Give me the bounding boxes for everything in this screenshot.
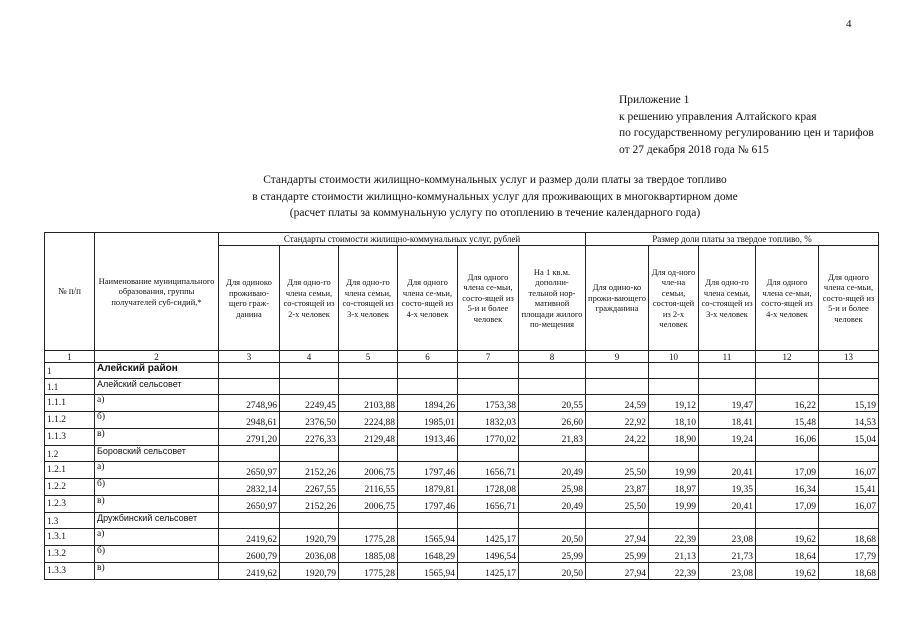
value-cell (819, 379, 879, 395)
value-cell: 23,08 (699, 529, 756, 546)
value-cell: 2600,79 (219, 546, 280, 563)
value-cell (398, 379, 458, 395)
value-cell: 16,07 (819, 462, 879, 479)
table-body (45, 351, 879, 580)
value-cell (649, 379, 699, 395)
value-cell: 18,68 (819, 563, 879, 580)
header-std-family-4: Для одного члена се-мьи, состо-ящей из 4-х человек (398, 246, 458, 351)
row-number: 1.3 (45, 513, 95, 529)
row-number: 1.2.1 (45, 462, 95, 479)
value-cell: 1648,29 (398, 546, 458, 563)
value-cell (219, 513, 280, 529)
header-share-family-2: Для од-ного чле-на семьи, состоя-щей из 2-х человек (649, 246, 699, 351)
column-number-row (45, 351, 879, 363)
value-cell: 20,50 (519, 563, 586, 580)
value-cell (458, 446, 519, 462)
value-cell: 2948,61 (219, 412, 280, 429)
header-share-family-4: Для одного члена се-мьи, состо-ящей из 4-х человек (756, 246, 819, 351)
header-group-share: Размер доли платы за твердое топливо, % (586, 233, 879, 246)
row-number: 1.1.3 (45, 429, 95, 446)
value-cell: 18,64 (756, 546, 819, 563)
value-cell: 2116,55 (339, 479, 398, 496)
value-cell (756, 379, 819, 395)
row-number: 1.2.3 (45, 496, 95, 513)
value-cell (649, 363, 699, 379)
section-name: Боровский сельсовет (95, 446, 219, 462)
value-cell (458, 363, 519, 379)
value-cell: 1913,46 (398, 429, 458, 446)
section-row (45, 379, 879, 395)
value-cell (649, 446, 699, 462)
column-number: 10 (649, 351, 699, 363)
row-label: б) (95, 546, 219, 563)
value-cell: 24,59 (586, 395, 649, 412)
value-cell: 17,09 (756, 462, 819, 479)
value-cell (699, 513, 756, 529)
value-cell (339, 363, 398, 379)
value-cell: 17,09 (756, 496, 819, 513)
value-cell: 25,98 (519, 479, 586, 496)
row-label: а) (95, 462, 219, 479)
row-label: б) (95, 412, 219, 429)
value-cell (339, 379, 398, 395)
column-number: 8 (519, 351, 586, 363)
value-cell: 1797,46 (398, 462, 458, 479)
value-cell: 25,99 (586, 546, 649, 563)
column-number: 4 (280, 351, 339, 363)
row-number: 1.1.1 (45, 395, 95, 412)
value-cell (219, 446, 280, 462)
value-cell: 19,99 (649, 462, 699, 479)
value-cell (398, 446, 458, 462)
value-cell (280, 363, 339, 379)
column-number: 12 (756, 351, 819, 363)
column-number: 6 (398, 351, 458, 363)
table-row (45, 395, 879, 412)
column-number: 7 (458, 351, 519, 363)
appendix-line: по государственному регулированию цен и тарифов (619, 127, 874, 139)
table-row (45, 496, 879, 513)
value-cell: 14,53 (819, 412, 879, 429)
value-cell: 25,50 (586, 462, 649, 479)
value-cell: 22,39 (649, 529, 699, 546)
value-cell: 2006,75 (339, 462, 398, 479)
value-cell (819, 363, 879, 379)
column-number: 2 (95, 351, 219, 363)
value-cell (339, 513, 398, 529)
section-row (45, 513, 879, 529)
appendix-line: Приложение 1 (619, 94, 690, 106)
value-cell: 21,73 (699, 546, 756, 563)
value-cell: 2036,08 (280, 546, 339, 563)
value-cell: 19,62 (756, 529, 819, 546)
value-cell: 20,55 (519, 395, 586, 412)
row-number: 1.3.3 (45, 563, 95, 580)
section-name: Дружбинский сельсовет (95, 513, 219, 529)
value-cell: 2249,45 (280, 395, 339, 412)
value-cell: 19,35 (699, 479, 756, 496)
row-number: 1.1 (45, 379, 95, 395)
value-cell (280, 446, 339, 462)
row-label: а) (95, 529, 219, 546)
tariff-table (44, 232, 879, 580)
value-cell (699, 363, 756, 379)
appendix-line: к решению управления Алтайского края (619, 110, 817, 123)
value-cell: 24,22 (586, 429, 649, 446)
value-cell (699, 379, 756, 395)
header-std-single: Для одиноко проживаю-щего граж-данина (219, 246, 280, 351)
value-cell: 2006,75 (339, 496, 398, 513)
row-number: 1.3.2 (45, 546, 95, 563)
table-row (45, 429, 879, 446)
value-cell: 19,24 (699, 429, 756, 446)
region-name: Алейский район (95, 363, 219, 379)
row-label: в) (95, 429, 219, 446)
header-share-family-5: Для одного члена се-мьи, состо-ящей из 5-и и более человек (819, 246, 879, 351)
value-cell: 1832,03 (458, 412, 519, 429)
value-cell (586, 363, 649, 379)
value-cell: 1894,26 (398, 395, 458, 412)
row-label: в) (95, 496, 219, 513)
value-cell (458, 513, 519, 529)
header-group-standards: Стандарты стоимости жилищно-коммунальных услуг, рублей (219, 233, 586, 246)
header-share-single: Для одино-ко прожи-вающего гражданина (586, 246, 649, 351)
value-cell (649, 513, 699, 529)
table-row (45, 563, 879, 580)
header-std-family-2: Для одно-го члена семьи, со-стоящей из 2-х человек (280, 246, 339, 351)
table-row (45, 479, 879, 496)
value-cell: 16,07 (819, 496, 879, 513)
value-cell: 1753,38 (458, 395, 519, 412)
header-std-extra-area: На 1 кв.м. дополни-тельной нор-мативной площади жилого по-мещения (519, 246, 586, 351)
header-municipality: Наименование муниципального образования, группы получателей суб-сидий,* (95, 233, 219, 351)
document-title (160, 172, 830, 222)
row-number: 1.3.1 (45, 529, 95, 546)
table-row (45, 412, 879, 429)
value-cell: 1920,79 (280, 529, 339, 546)
column-number: 11 (699, 351, 756, 363)
value-cell: 25,50 (586, 496, 649, 513)
value-cell: 19,12 (649, 395, 699, 412)
value-cell (280, 513, 339, 529)
value-cell: 2419,62 (219, 529, 280, 546)
header-std-family-3: Для одно-го члена семьи, со-стоящей из 3-х человек (339, 246, 398, 351)
value-cell: 20,49 (519, 496, 586, 513)
value-cell (586, 446, 649, 462)
value-cell: 2748,96 (219, 395, 280, 412)
row-label: а) (95, 395, 219, 412)
value-cell (519, 363, 586, 379)
value-cell (458, 379, 519, 395)
value-cell (699, 446, 756, 462)
section-row (45, 446, 879, 462)
value-cell (586, 513, 649, 529)
value-cell: 21,83 (519, 429, 586, 446)
value-cell: 18,41 (699, 412, 756, 429)
value-cell: 27,94 (586, 529, 649, 546)
value-cell: 1920,79 (280, 563, 339, 580)
value-cell: 2419,62 (219, 563, 280, 580)
column-number: 5 (339, 351, 398, 363)
value-cell (519, 379, 586, 395)
value-cell: 2152,26 (280, 496, 339, 513)
value-cell: 1985,01 (398, 412, 458, 429)
value-cell: 15,04 (819, 429, 879, 446)
region-row (45, 363, 879, 379)
value-cell: 1775,28 (339, 529, 398, 546)
value-cell: 1565,94 (398, 529, 458, 546)
value-cell (219, 363, 280, 379)
row-label: б) (95, 479, 219, 496)
value-cell: 1770,02 (458, 429, 519, 446)
value-cell: 2650,97 (219, 462, 280, 479)
value-cell: 16,34 (756, 479, 819, 496)
value-cell: 20,49 (519, 462, 586, 479)
value-cell: 1425,17 (458, 563, 519, 580)
value-cell: 1565,94 (398, 563, 458, 580)
value-cell: 17,79 (819, 546, 879, 563)
value-cell: 2152,26 (280, 462, 339, 479)
value-cell: 2376,50 (280, 412, 339, 429)
column-number: 3 (219, 351, 280, 363)
value-cell: 22,92 (586, 412, 649, 429)
value-cell: 1656,71 (458, 496, 519, 513)
title-line: (расчет платы за коммунальную услугу по отоплению в течение календарного года) (289, 207, 701, 219)
value-cell (819, 513, 879, 529)
column-number: 9 (586, 351, 649, 363)
value-cell: 23,08 (699, 563, 756, 580)
value-cell: 20,41 (699, 496, 756, 513)
row-label: в) (95, 563, 219, 580)
row-number: 1.2 (45, 446, 95, 462)
value-cell: 1728,08 (458, 479, 519, 496)
section-name: Алейский сельсовет (95, 379, 219, 395)
value-cell: 2832,14 (219, 479, 280, 496)
value-cell (339, 446, 398, 462)
value-cell: 20,50 (519, 529, 586, 546)
value-cell: 15,41 (819, 479, 879, 496)
row-number: 1.2.2 (45, 479, 95, 496)
value-cell (398, 513, 458, 529)
value-cell (519, 446, 586, 462)
value-cell: 27,94 (586, 563, 649, 580)
column-number: 1 (45, 351, 95, 363)
value-cell: 26,60 (519, 412, 586, 429)
page-number: 4 (846, 18, 852, 30)
value-cell: 2276,33 (280, 429, 339, 446)
row-number: 1.1.2 (45, 412, 95, 429)
value-cell: 19,62 (756, 563, 819, 580)
value-cell: 18,10 (649, 412, 699, 429)
value-cell (756, 446, 819, 462)
value-cell: 2267,55 (280, 479, 339, 496)
value-cell: 2129,48 (339, 429, 398, 446)
value-cell: 22,39 (649, 563, 699, 580)
value-cell: 21,13 (649, 546, 699, 563)
value-cell (819, 446, 879, 462)
appendix-header (619, 92, 874, 158)
value-cell: 1797,46 (398, 496, 458, 513)
value-cell: 1425,17 (458, 529, 519, 546)
value-cell: 16,22 (756, 395, 819, 412)
row-number: 1 (45, 363, 95, 379)
value-cell: 2791,20 (219, 429, 280, 446)
table-row (45, 462, 879, 479)
header-share-family-3: Для одно-го члена семьи, со-стоящей из 3-х человек (699, 246, 756, 351)
value-cell: 23,87 (586, 479, 649, 496)
value-cell (756, 363, 819, 379)
title-line: в стандарте стоимости жилищно-коммунальных услуг для проживающих в многоквартирном доме (252, 190, 738, 203)
column-number: 13 (819, 351, 879, 363)
title-line: Стандарты стоимости жилищно-коммунальных услуг и размер доли платы за твердое топливо (263, 174, 727, 186)
table-row (45, 546, 879, 563)
value-cell: 2650,97 (219, 496, 280, 513)
value-cell (756, 513, 819, 529)
value-cell: 1656,71 (458, 462, 519, 479)
header-std-family-5: Для одного члена се-мьи, состо-ящей из 5-и и более человек (458, 246, 519, 351)
value-cell: 25,99 (519, 546, 586, 563)
header-row-number: № п/п (45, 233, 95, 351)
value-cell: 15,48 (756, 412, 819, 429)
value-cell (398, 363, 458, 379)
value-cell: 15,19 (819, 395, 879, 412)
value-cell: 18,97 (649, 479, 699, 496)
value-cell: 1885,08 (339, 546, 398, 563)
value-cell: 1879,81 (398, 479, 458, 496)
value-cell: 18,68 (819, 529, 879, 546)
value-cell: 2224,88 (339, 412, 398, 429)
value-cell (586, 379, 649, 395)
value-cell (519, 513, 586, 529)
value-cell: 18,90 (649, 429, 699, 446)
value-cell: 2103,88 (339, 395, 398, 412)
value-cell (219, 379, 280, 395)
value-cell: 19,99 (649, 496, 699, 513)
value-cell (280, 379, 339, 395)
value-cell: 20,41 (699, 462, 756, 479)
value-cell: 1496,54 (458, 546, 519, 563)
table-row (45, 529, 879, 546)
appendix-line: от 27 декабря 2018 года № 615 (619, 143, 769, 156)
value-cell: 19,47 (699, 395, 756, 412)
value-cell: 16,06 (756, 429, 819, 446)
value-cell: 1775,28 (339, 563, 398, 580)
